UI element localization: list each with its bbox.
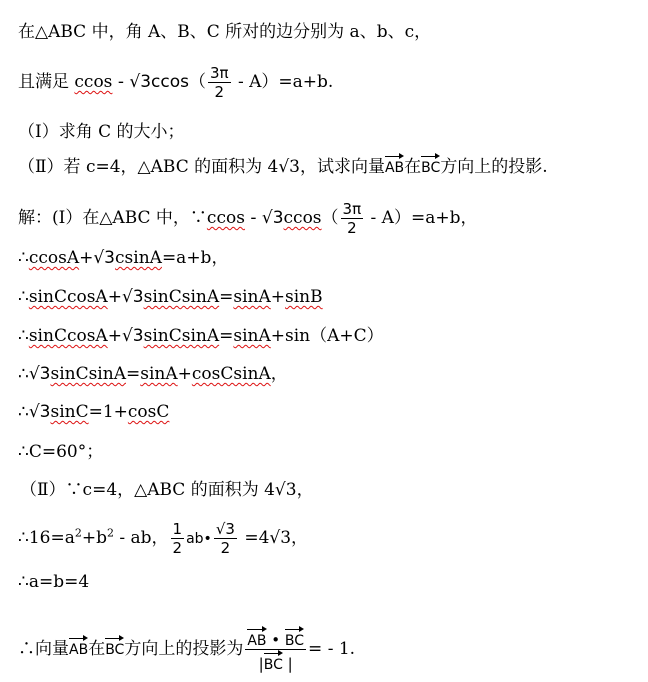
solution-line-3	[18, 285, 323, 309]
vector-bc: BC	[264, 650, 283, 672]
solution-line-8	[20, 478, 314, 502]
solution-line-11	[18, 626, 355, 673]
underlined-term: cosC	[127, 402, 170, 422]
underlined-term: ccos	[283, 208, 322, 228]
underlined-term: sinC	[50, 402, 89, 422]
solution-line-7	[18, 440, 103, 464]
therefore-symbol: ∴	[18, 287, 29, 307]
underlined-term: sinA	[140, 364, 178, 384]
text: 解：(I）在△ABC 中，∵	[18, 208, 207, 228]
text: 方向上的投影.	[440, 157, 548, 177]
therefore-symbol: ∴	[18, 248, 29, 268]
underlined-term: ccosA	[28, 248, 80, 268]
underlined-term: sinCsinA	[50, 364, 126, 384]
superscript: 2	[74, 526, 82, 540]
text: ∴a=b=4	[18, 572, 90, 592]
text: =1+	[88, 402, 128, 422]
problem-statement: 在△ABC 中，角 A、B、C 所对的边分别为 a、b、c，	[18, 22, 432, 42]
text: =	[219, 287, 234, 307]
fraction-numerator: 3π	[209, 64, 229, 82]
text: =a+b，	[161, 248, 229, 268]
superscript: 2	[106, 526, 114, 540]
text: （	[321, 208, 339, 228]
text: +	[270, 287, 286, 307]
abs-bar: |	[258, 655, 264, 673]
underlined-term: ccos	[74, 72, 113, 92]
fraction-3pi-over-2	[341, 200, 364, 237]
text: =	[219, 326, 234, 346]
part-1-question	[18, 120, 185, 144]
underlined-term: sinCsinA	[143, 287, 220, 307]
problem-line-1	[18, 20, 431, 44]
underlined-term: sinA	[233, 287, 271, 307]
underlined-term: cosCsinA	[191, 364, 271, 384]
fraction-numerator: √3	[215, 520, 235, 538]
text: 在	[88, 639, 106, 659]
underlined-term: sinCcosA	[28, 287, 108, 307]
fraction-denominator	[245, 650, 306, 673]
text: 且满足	[18, 72, 75, 92]
therefore-symbol: ∴√3	[18, 364, 51, 384]
underlined-term: sinCsinA	[143, 326, 220, 346]
solution-line-2	[18, 246, 228, 270]
solution-line-4	[18, 324, 384, 348]
fraction-sqrt3-over-2	[214, 520, 237, 557]
text: ab•	[186, 531, 212, 547]
text: =4√3，	[238, 528, 309, 548]
problem-line-2	[18, 64, 333, 101]
text: +sin（A+C）	[270, 326, 384, 346]
text: ，	[270, 364, 288, 384]
text: 在	[404, 157, 422, 177]
text: ∴C=60°；	[18, 442, 104, 462]
text: = - 1.	[308, 639, 356, 659]
therefore-symbol: ∴√3	[18, 402, 51, 422]
fraction-denominator: 2	[214, 83, 225, 101]
text: ∴向量	[18, 639, 69, 659]
text: 方向上的投影为	[124, 639, 244, 659]
text: - A）=a+b.	[232, 72, 334, 92]
text: =	[125, 364, 141, 384]
fraction-denominator: 2	[172, 539, 183, 557]
text: （I）求角 C 的大小；	[18, 122, 185, 142]
fraction-numerator: 3π	[342, 200, 362, 218]
text: ∴16=a	[18, 528, 75, 548]
text: +√3	[107, 326, 144, 346]
underlined-term: ccos	[206, 208, 245, 228]
underlined-term: sinCcosA	[28, 326, 108, 346]
vector-bc: BC	[105, 635, 124, 657]
solution-line-10	[18, 570, 89, 594]
therefore-symbol: ∴	[18, 326, 29, 346]
text: +	[177, 364, 192, 384]
fraction-1-over-2	[171, 520, 185, 557]
fraction-3pi-over-2	[208, 64, 231, 101]
underlined-term: csinA	[115, 248, 162, 268]
vector-bc: BC	[285, 626, 304, 648]
text: +√3	[79, 248, 116, 268]
text: - ab，	[113, 528, 169, 548]
fraction-denominator: 2	[220, 539, 231, 557]
underlined-term: sinA	[233, 326, 271, 346]
dot-operator: •	[266, 631, 285, 649]
text: +b	[81, 528, 107, 548]
solution-line-5	[18, 362, 288, 386]
text: +√3	[107, 287, 144, 307]
text: （Ⅱ）∵c=4，△ABC 的面积为 4√3，	[20, 480, 314, 500]
solution-line-6	[18, 400, 169, 424]
underlined-term: sinB	[285, 287, 323, 307]
solution-line-9	[18, 520, 308, 557]
vector-bc: BC	[421, 153, 440, 175]
text: - √3ccos（	[112, 72, 206, 92]
fraction-denominator: 2	[347, 219, 357, 237]
text: - √3	[244, 208, 284, 228]
vector-ab: AB	[385, 153, 404, 175]
projection-fraction	[245, 626, 306, 673]
text: （Ⅱ）若 c=4，△ABC 的面积为 4√3，试求向量	[18, 157, 385, 177]
abs-bar: |	[282, 655, 293, 673]
fraction-numerator	[245, 626, 306, 650]
text: - A）=a+b，	[365, 208, 478, 228]
vector-ab: AB	[69, 635, 88, 657]
part-2-question	[18, 153, 548, 179]
solution-line-1	[18, 200, 477, 237]
fraction-numerator: 1	[172, 520, 183, 538]
vector-ab: AB	[247, 626, 266, 648]
